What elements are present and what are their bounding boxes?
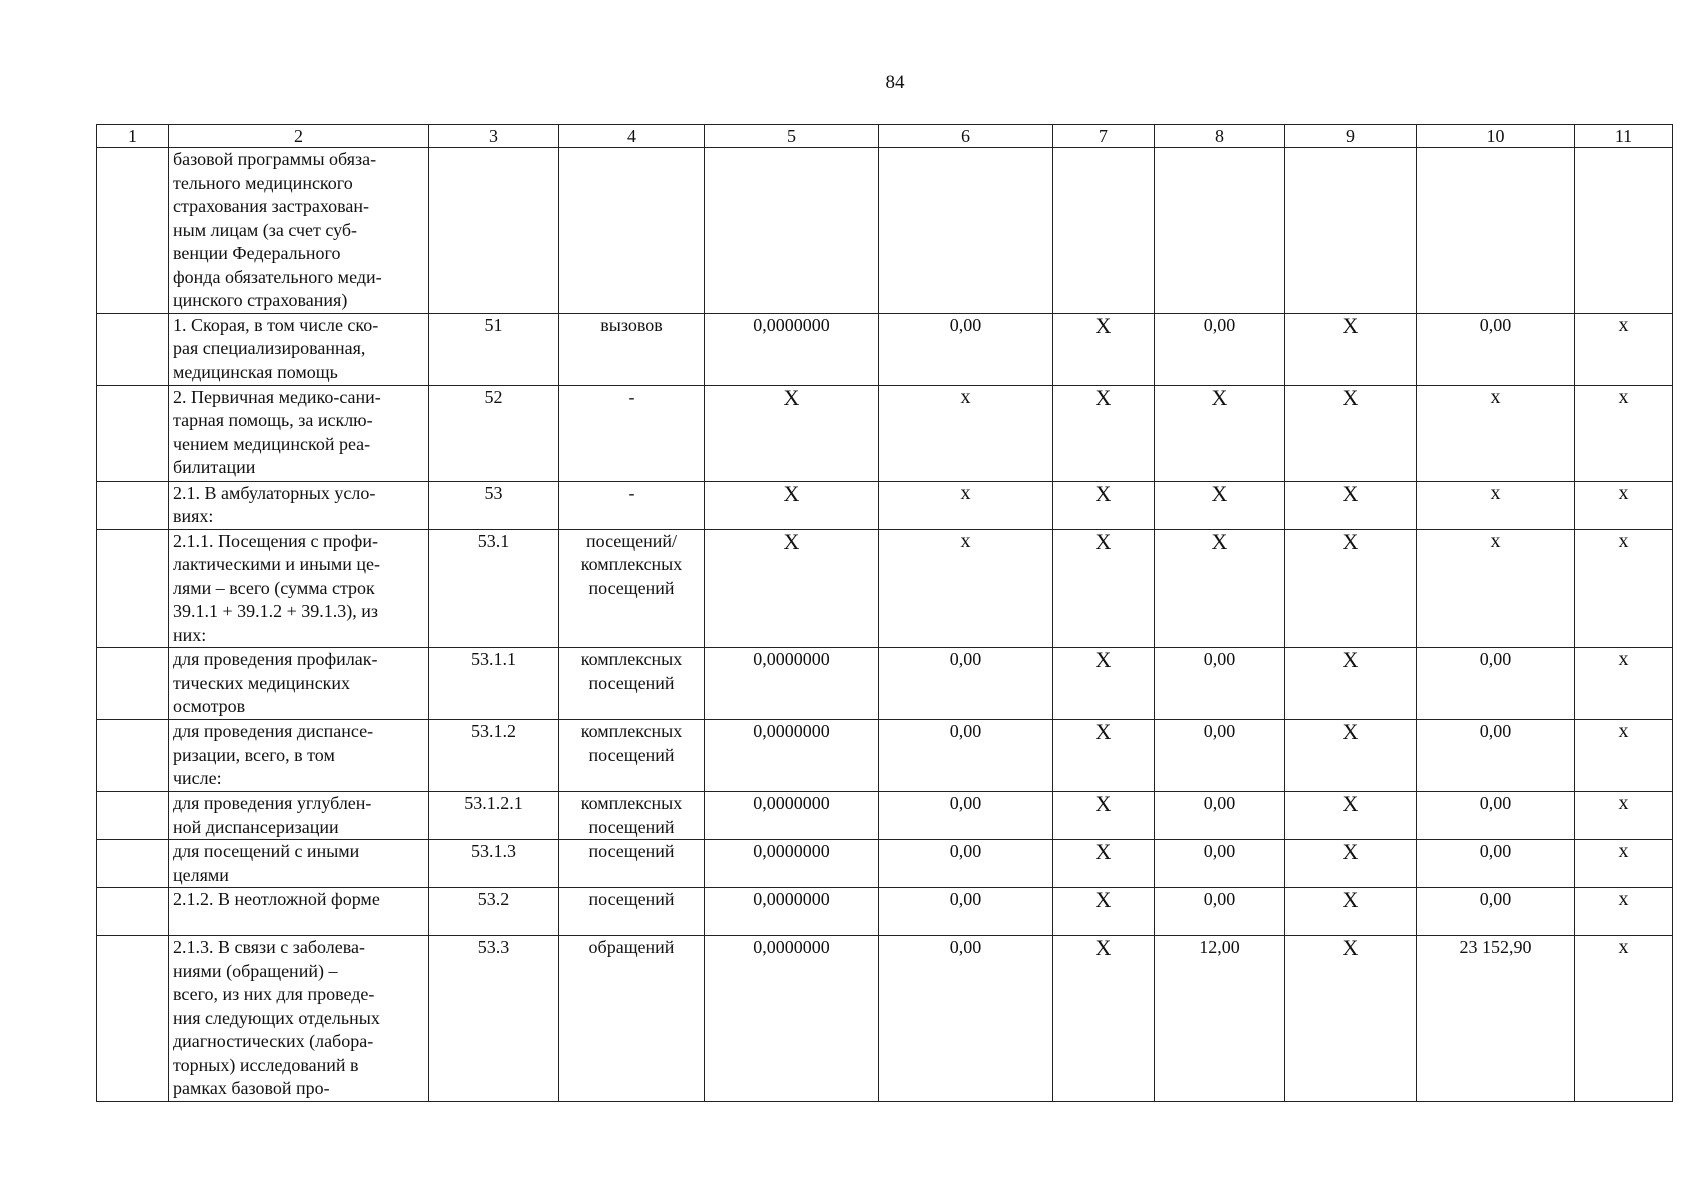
cell-name — [169, 529, 429, 648]
cell-c9: X — [1285, 720, 1417, 792]
cell-c11: x — [1575, 529, 1673, 648]
data-table — [96, 124, 1673, 1102]
cell-c9: X — [1285, 648, 1417, 720]
table-row — [97, 148, 1673, 314]
name-line: всего, из них для проведе- — [173, 984, 375, 1004]
name-line: ния следующих отдельных — [173, 1007, 380, 1028]
cell-col1 — [97, 313, 169, 385]
cell-c9: X — [1285, 792, 1417, 840]
column-number: 2 — [169, 125, 429, 148]
name-line: рая специализированная, — [173, 338, 366, 358]
cell-c5: 0,0000000 — [705, 720, 879, 792]
cell-c7: X — [1053, 481, 1155, 529]
cell-code: 53.1.2.1 — [429, 792, 559, 840]
cell-c7: X — [1053, 792, 1155, 840]
cell-unit — [559, 720, 705, 792]
cell-c9: X — [1285, 481, 1417, 529]
name-line: лями – всего (сумма строк — [173, 577, 375, 598]
cell-code: 53.1.3 — [429, 840, 559, 888]
cell-col1 — [97, 840, 169, 888]
cell-c6 — [879, 148, 1053, 314]
cell-name — [169, 936, 429, 1102]
cell-c11: x — [1575, 648, 1673, 720]
column-number: 4 — [559, 125, 705, 148]
cell-unit — [559, 648, 705, 720]
name-line: для проведения профилак- — [173, 649, 378, 669]
unit-line: посещений/ — [585, 530, 678, 551]
cell-c8: 0,00 — [1155, 888, 1285, 936]
cell-col1 — [97, 792, 169, 840]
cell-c8 — [1155, 148, 1285, 314]
column-number: 1 — [97, 125, 169, 148]
unit-line: комплексных — [580, 721, 683, 741]
name-line: 2.1. В амбулаторных усло- — [173, 482, 376, 503]
table-row — [97, 385, 1673, 481]
cell-code: 53.1.2 — [429, 720, 559, 792]
name-line: для проведения диспансе- — [173, 721, 374, 741]
cell-col1 — [97, 936, 169, 1102]
cell-col1 — [97, 385, 169, 481]
table-row — [97, 720, 1673, 792]
cell-name — [169, 720, 429, 792]
cell-col1 — [97, 648, 169, 720]
name-line: ным лицам (за счет суб- — [173, 219, 358, 240]
column-number: 5 — [705, 125, 879, 148]
table-row — [97, 648, 1673, 720]
cell-c8: X — [1155, 529, 1285, 648]
name-line: фонда обязательного меди- — [173, 266, 382, 287]
cell-code: 53.1.1 — [429, 648, 559, 720]
cell-code: 53.1 — [429, 529, 559, 648]
unit-line: комплексных — [580, 793, 683, 813]
cell-unit: обращений — [559, 936, 705, 1102]
cell-c7: X — [1053, 385, 1155, 481]
name-line: лактическими и иными це- — [173, 554, 380, 574]
column-number-row — [97, 125, 1673, 148]
name-line: виях: — [173, 506, 214, 526]
name-line: для посещений с иными — [173, 841, 360, 861]
cell-name — [169, 313, 429, 385]
cell-c9: X — [1285, 936, 1417, 1102]
cell-c11: x — [1575, 313, 1673, 385]
cell-c7: X — [1053, 529, 1155, 648]
column-number: 7 — [1053, 125, 1155, 148]
name-line: тических медицинских — [173, 672, 351, 693]
cell-c8: 0,00 — [1155, 648, 1285, 720]
cell-name — [169, 648, 429, 720]
cell-c8: 0,00 — [1155, 840, 1285, 888]
table-row — [97, 888, 1673, 936]
column-number: 3 — [429, 125, 559, 148]
cell-name — [169, 148, 429, 314]
unit-line: посещений — [588, 816, 675, 837]
cell-col1 — [97, 481, 169, 529]
cell-code: 53 — [429, 481, 559, 529]
name-line: чением медицинской реа- — [173, 433, 371, 454]
cell-c11 — [1575, 148, 1673, 314]
cell-unit: вызовов — [559, 313, 705, 385]
cell-c10: x — [1417, 481, 1575, 529]
cell-code: 52 — [429, 385, 559, 481]
name-line: диагностических (лабора- — [173, 1031, 374, 1051]
cell-c5 — [705, 148, 879, 314]
name-line: базовой программы обяза- — [173, 149, 377, 169]
cell-c10: 0,00 — [1417, 792, 1575, 840]
cell-c6: 0,00 — [879, 313, 1053, 385]
name-line: 2.1.2. В неотложной форме — [173, 889, 380, 909]
cell-c8: X — [1155, 385, 1285, 481]
cell-c8: 12,00 — [1155, 936, 1285, 1102]
cell-unit — [559, 792, 705, 840]
cell-name — [169, 792, 429, 840]
cell-c5: 0,0000000 — [705, 792, 879, 840]
table-row — [97, 481, 1673, 529]
cell-c9 — [1285, 148, 1417, 314]
column-number: 9 — [1285, 125, 1417, 148]
cell-col1 — [97, 529, 169, 648]
cell-c10 — [1417, 148, 1575, 314]
cell-c5: 0,0000000 — [705, 313, 879, 385]
name-line: 2.1.3. В связи с заболева- — [173, 937, 366, 957]
cell-c7 — [1053, 148, 1155, 314]
cell-unit — [559, 148, 705, 314]
name-line: 2.1.1. Посещения с профи- — [173, 530, 378, 551]
cell-c9: X — [1285, 313, 1417, 385]
cell-c6: x — [879, 529, 1053, 648]
cell-c6: 0,00 — [879, 720, 1053, 792]
name-line: ниями (обращений) – — [173, 960, 338, 981]
name-line: целями — [173, 864, 229, 885]
name-line: медицинская помощь — [173, 361, 338, 382]
cell-code: 51 — [429, 313, 559, 385]
cell-c7: X — [1053, 648, 1155, 720]
cell-c9: X — [1285, 888, 1417, 936]
cell-name — [169, 481, 429, 529]
cell-col1 — [97, 148, 169, 314]
cell-c6: 0,00 — [879, 888, 1053, 936]
unit-line: посещений — [588, 672, 675, 693]
cell-c10: 23 152,90 — [1417, 936, 1575, 1102]
cell-c8: 0,00 — [1155, 792, 1285, 840]
cell-c5: X — [705, 529, 879, 648]
cell-c7: X — [1053, 936, 1155, 1102]
table-row — [97, 792, 1673, 840]
cell-c6: 0,00 — [879, 840, 1053, 888]
cell-c11: x — [1575, 385, 1673, 481]
cell-unit: - — [559, 385, 705, 481]
cell-c5: X — [705, 481, 879, 529]
cell-code: 53.2 — [429, 888, 559, 936]
cell-c7: X — [1053, 720, 1155, 792]
unit-line: комплексных — [580, 554, 683, 574]
cell-col1 — [97, 888, 169, 936]
unit-line: посещений — [588, 744, 675, 765]
cell-c11: x — [1575, 936, 1673, 1102]
name-line: них: — [173, 624, 207, 645]
cell-c5: 0,0000000 — [705, 888, 879, 936]
cell-unit: посещений — [559, 840, 705, 888]
table-row — [97, 529, 1673, 648]
cell-c8: 0,00 — [1155, 720, 1285, 792]
column-number: 8 — [1155, 125, 1285, 148]
cell-c5: 0,0000000 — [705, 648, 879, 720]
cell-c10: 0,00 — [1417, 840, 1575, 888]
name-line: для проведения углублен- — [173, 793, 372, 813]
cell-c11: x — [1575, 481, 1673, 529]
cell-c8: 0,00 — [1155, 313, 1285, 385]
table-row — [97, 313, 1673, 385]
cell-c11: x — [1575, 840, 1673, 888]
cell-c11: x — [1575, 888, 1673, 936]
name-line: 2. Первичная медико-сани- — [173, 386, 381, 407]
cell-c6: x — [879, 481, 1053, 529]
cell-name — [169, 385, 429, 481]
cell-unit: посещений — [559, 888, 705, 936]
cell-c5: 0,0000000 — [705, 936, 879, 1102]
column-number: 6 — [879, 125, 1053, 148]
cell-c5: 0,0000000 — [705, 840, 879, 888]
page-number: 84 — [885, 72, 905, 93]
unit-line: комплексных — [580, 649, 683, 669]
name-line: венции Федерального — [173, 243, 341, 263]
cell-c9: X — [1285, 840, 1417, 888]
column-number: 11 — [1575, 125, 1673, 148]
name-line: рамках базовой про- — [173, 1078, 330, 1098]
cell-c7: X — [1053, 888, 1155, 936]
cell-c9: X — [1285, 529, 1417, 648]
cell-c5: X — [705, 385, 879, 481]
table-row — [97, 936, 1673, 1102]
name-line: цинского страхования) — [173, 290, 348, 310]
cell-code — [429, 148, 559, 314]
name-line: торных) исследований в — [173, 1054, 359, 1075]
cell-c7: X — [1053, 313, 1155, 385]
cell-code: 53.3 — [429, 936, 559, 1102]
cell-c9: X — [1285, 385, 1417, 481]
name-line: тельного медицинского — [173, 172, 353, 193]
table-row — [97, 840, 1673, 888]
name-line: страхования застрахован- — [173, 196, 370, 216]
cell-c10: 0,00 — [1417, 648, 1575, 720]
cell-c10: 0,00 — [1417, 313, 1575, 385]
cell-c7: X — [1053, 840, 1155, 888]
cell-c10: 0,00 — [1417, 888, 1575, 936]
name-line: 1. Скорая, в том числе ско- — [173, 314, 379, 335]
column-number: 10 — [1417, 125, 1575, 148]
cell-c10: 0,00 — [1417, 720, 1575, 792]
name-line: осмотров — [173, 696, 246, 716]
cell-c6: 0,00 — [879, 792, 1053, 840]
cell-unit — [559, 529, 705, 648]
name-line: ризации, всего, в том — [173, 744, 335, 765]
name-line: ной диспансеризации — [173, 816, 339, 837]
cell-c11: x — [1575, 720, 1673, 792]
name-line: числе: — [173, 768, 222, 788]
cell-name — [169, 888, 429, 936]
cell-c11: x — [1575, 792, 1673, 840]
cell-c6: 0,00 — [879, 648, 1053, 720]
cell-c10: x — [1417, 529, 1575, 648]
name-line: 39.1.1 + 39.1.2 + 39.1.3), из — [173, 601, 379, 621]
unit-line: посещений — [588, 577, 675, 598]
cell-c6: x — [879, 385, 1053, 481]
cell-c8: X — [1155, 481, 1285, 529]
cell-c6: 0,00 — [879, 936, 1053, 1102]
cell-name — [169, 840, 429, 888]
name-line: тарная помощь, за исклю- — [173, 410, 373, 430]
cell-col1 — [97, 720, 169, 792]
cell-unit: - — [559, 481, 705, 529]
cell-c10: x — [1417, 385, 1575, 481]
name-line: билитации — [173, 457, 256, 477]
